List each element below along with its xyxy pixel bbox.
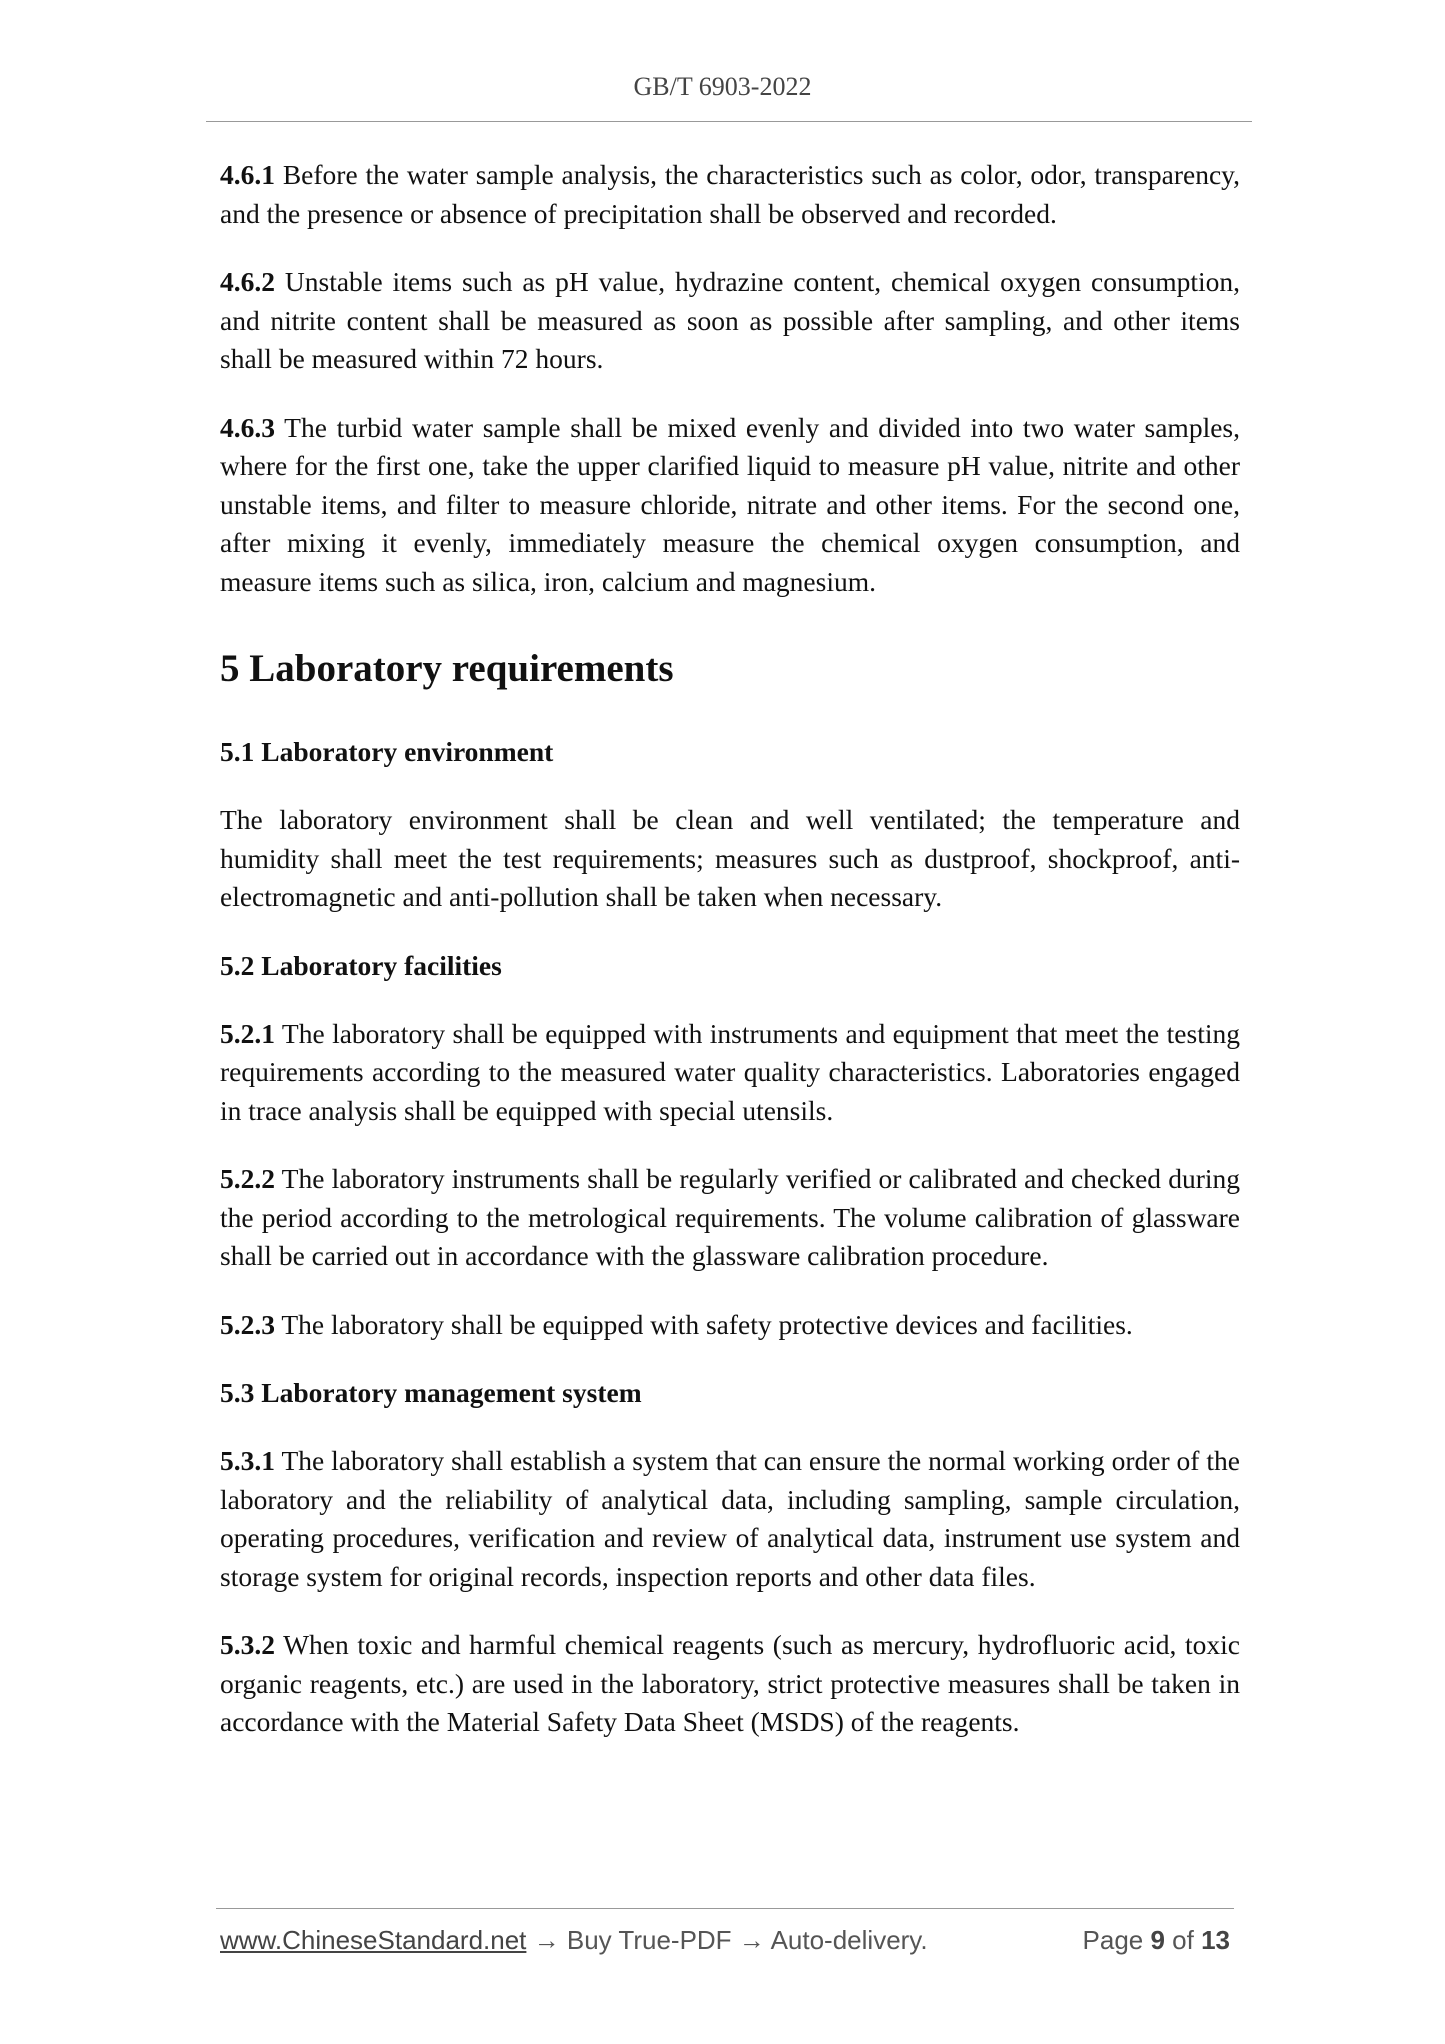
section-5-heading: 5 Laboratory requirements [220, 647, 674, 690]
clause-text: When toxic and harmful chemical reagents (such as mercury, hydrofluoric acid, toxic organic reagents, etc.) are used in the laboratory, strict protective measures shall be taken in accordance with the Material Safety Data Sheet (MSDS) of the reagents. [220, 1629, 1240, 1737]
clause-text: The laboratory instruments shall be regularly verified or calibrated and checked during the period according to the metrological requirements. The volume calibration of glassware shall be carried out in accordance with the glassware calibration procedure. [220, 1163, 1240, 1271]
clause-number: 4.6.3 [220, 411, 275, 443]
page-label: Page [1082, 1925, 1151, 1955]
of-label: of [1164, 1925, 1202, 1955]
page-footer [220, 1925, 1230, 1956]
clause-text: The laboratory shall be equipped with safety protective devices and facilities. [275, 1308, 1133, 1340]
current-page-number: 9 [1150, 1925, 1165, 1955]
clause-number: 5.3.2 [220, 1629, 275, 1660]
clause-text: The turbid water sample shall be mixed evenly and divided into two water samples, where for the first one, take the upper clarified liquid to measure pH value, nitrite and other unstable items, and filter to measure chloride, nitrate and other items. For the second one, after mixing it evenly, immediately measure the chemical oxygen consumption, and measure items such as silica, iron, calcium and magnesium. [220, 411, 1240, 597]
section-5-3-heading: 5.3 Laboratory management system [220, 1377, 642, 1408]
total-pages-number: 13 [1201, 1925, 1230, 1955]
clause-4-6-3 [220, 409, 1240, 602]
section-5-1-heading: 5.1 Laboratory environment [220, 736, 554, 767]
clause-5-3-2 [220, 1626, 1240, 1742]
clause-4-6-1 [220, 156, 1240, 233]
header-divider [206, 121, 1252, 122]
footer-promo [220, 1925, 928, 1956]
clause-number: 5.2.3 [220, 1308, 275, 1340]
document-body [220, 156, 1240, 1772]
clause-number: 5.2.1 [220, 1017, 275, 1049]
clause-4-6-2 [220, 263, 1240, 379]
clause-text: Unstable items such as pH value, hydrazine content, chemical oxygen consumption, and nitrite content shall be measured as soon as possible after sampling, and other items shall be measured within 72 hours. [220, 266, 1240, 374]
clause-text: The laboratory shall be equipped with instruments and equipment that meet the testing requirements according to the measured water quality characteristics. Laboratories engaged in trace analysis shall be equipped with special utensils. [220, 1017, 1240, 1126]
page-indicator [1083, 1925, 1230, 1956]
section-5-2-heading: 5.2 Laboratory facilities [220, 949, 502, 981]
clause-5-2-1 [220, 1015, 1240, 1131]
document-header-title: GB/T 6903-2022 [633, 72, 812, 101]
website-link[interactable]: www.ChineseStandard.net [220, 1925, 527, 1955]
clause-number: 4.6.1 [220, 159, 275, 190]
clause-number: 5.3.1 [220, 1445, 275, 1476]
clause-text: Before the water sample analysis, the characteristics such as color, odor, transparency, and the presence or absence of precipitation shall be observed and recorded. [220, 159, 1240, 229]
clause-5-2-2 [220, 1160, 1240, 1276]
footer-divider [216, 1908, 1234, 1909]
footer-tagline: → Buy True-PDF → Auto-delivery. [526, 1925, 928, 1955]
clause-5-3-1 [220, 1442, 1240, 1596]
clause-text: The laboratory shall establish a system that can ensure the normal working order of the laboratory and the reliability of analytical data, including sampling, sample circulation, operating procedures, verification and review of analytical data, instrument use system and storage system for original records, inspection reports and other data files. [220, 1445, 1240, 1592]
clause-5-2-3 [220, 1306, 1240, 1345]
clause-number: 5.2.2 [220, 1163, 275, 1194]
clause-number: 4.6.2 [220, 266, 275, 297]
section-5-1-body: The laboratory environment shall be clean and well ventilated; the temperature and humidity shall meet the test requirements; measures such as dustproof, shockproof, anti-electromagnetic and anti-pollution shall be taken when necessary. [220, 804, 1240, 912]
